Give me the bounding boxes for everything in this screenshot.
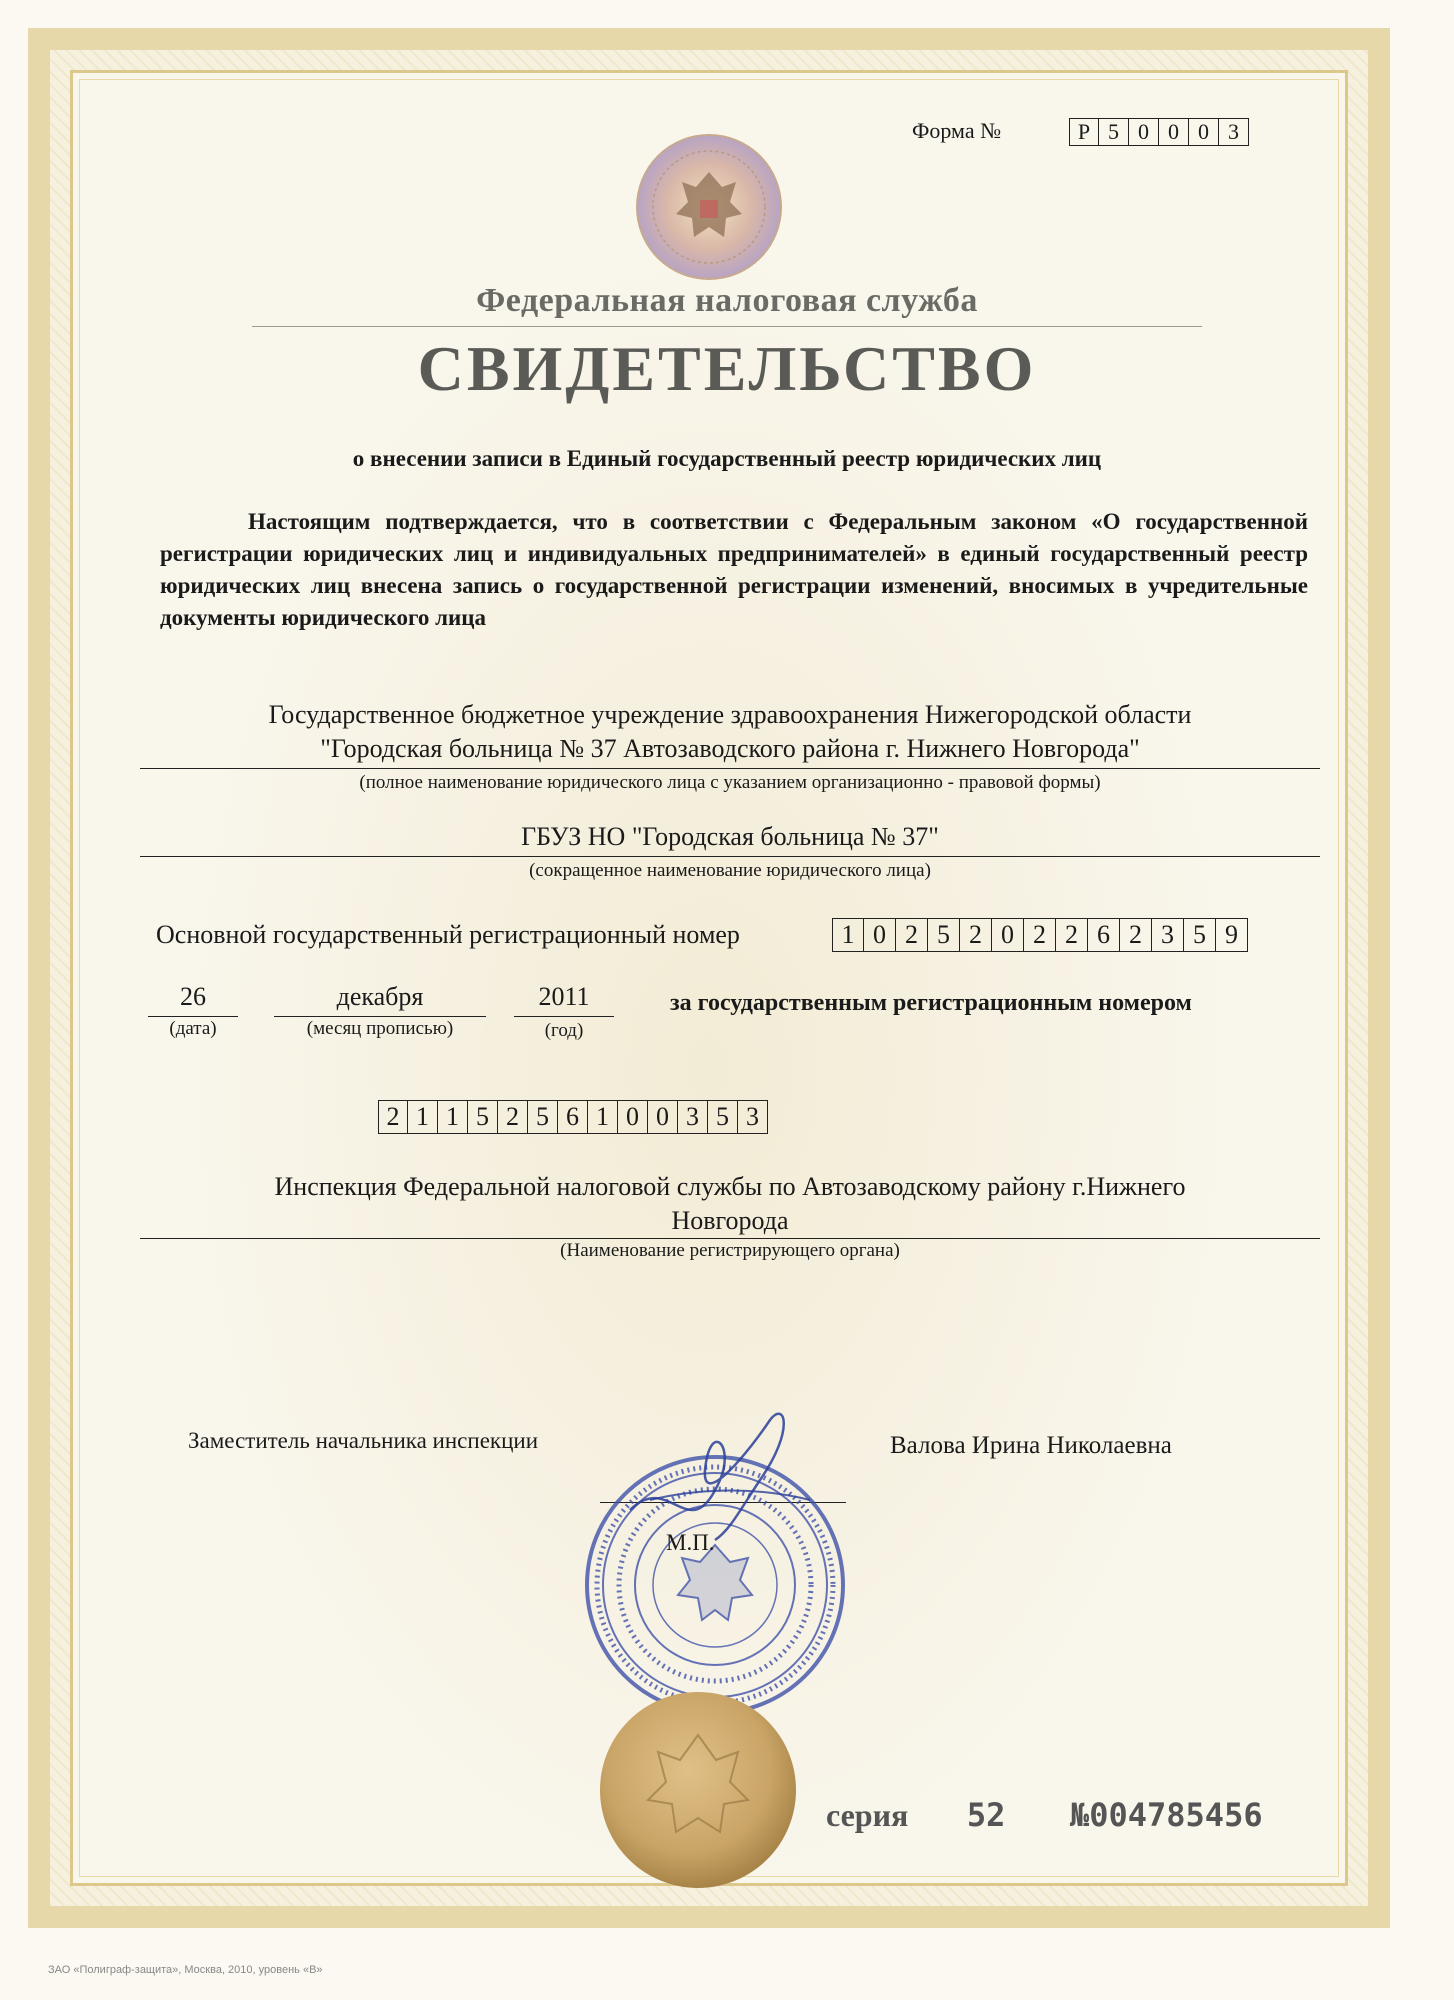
ogrn-label: Основной государственный регистрационный номер bbox=[156, 920, 740, 949]
grn-digit: 3 bbox=[738, 1100, 768, 1134]
grn-digit: 2 bbox=[378, 1100, 408, 1134]
service-underline bbox=[252, 326, 1202, 327]
form-digit: 3 bbox=[1219, 118, 1249, 146]
series-value: 52 bbox=[966, 1796, 1006, 1834]
form-code-cells bbox=[1069, 118, 1249, 146]
grn-digit: 0 bbox=[648, 1100, 678, 1134]
date-month: декабря bbox=[336, 982, 424, 1011]
date-year: 2011 bbox=[538, 982, 590, 1011]
authority-underline bbox=[140, 1238, 1320, 1239]
form-digit: Р bbox=[1069, 118, 1099, 146]
certification-statement bbox=[160, 506, 1308, 634]
grn-cells bbox=[378, 1100, 768, 1134]
ogrn-digit: 0 bbox=[864, 918, 896, 952]
authority-name-line-1: Инспекция Федеральной налоговой службы по Автозаводскому району г.Нижнего bbox=[274, 1172, 1186, 1201]
date-day-caption: (дата) bbox=[169, 1018, 217, 1039]
full-name-line-2: "Городская больница № 37 Автозаводского района г. Нижнего Новгорода" bbox=[320, 734, 1140, 763]
date-year-caption: (год) bbox=[544, 1020, 584, 1041]
grn-digit: 1 bbox=[438, 1100, 468, 1134]
certification-text: Настоящим подтверждается, что в соответствии с Федеральным законом «О государственной регистрации юридических лиц и индивидуальных предпринимателей» в единый государственный реестр юридических лиц внесена запись о государственной регистрации изменений, вносимых в учредительные документы юридического лица bbox=[160, 509, 1308, 630]
ogrn-digit: 2 bbox=[1056, 918, 1088, 952]
certificate-number: №004785456 bbox=[1069, 1796, 1263, 1834]
grn-digit: 6 bbox=[558, 1100, 588, 1134]
full-name-line-1: Государственное бюджетное учреждение здравоохранения Нижегородской области bbox=[268, 700, 1192, 729]
form-digit: 0 bbox=[1159, 118, 1189, 146]
hologram-emblem-icon bbox=[634, 132, 784, 282]
stamp-place-label: М.П. bbox=[666, 1530, 715, 1555]
short-name: ГБУЗ НО "Городская больница № 37" bbox=[521, 822, 939, 851]
authority-caption: (Наименование регистрирующего органа) bbox=[560, 1240, 900, 1261]
ogrn-digit: 2 bbox=[1024, 918, 1056, 952]
document-title: СВИДЕТЕЛЬСТВО bbox=[417, 333, 1037, 404]
grn-digit: 2 bbox=[498, 1100, 528, 1134]
grn-digit: 0 bbox=[618, 1100, 648, 1134]
series-number bbox=[826, 1796, 1263, 1834]
short-name-caption: (сокращенное наименование юридического лица) bbox=[529, 860, 931, 881]
short-name-underline bbox=[140, 856, 1320, 857]
date-day-underline bbox=[148, 1016, 238, 1017]
form-digit: 0 bbox=[1189, 118, 1219, 146]
grn-digit: 1 bbox=[588, 1100, 618, 1134]
form-digit: 0 bbox=[1129, 118, 1159, 146]
date-year-underline bbox=[514, 1016, 614, 1017]
ogrn-digit: 5 bbox=[1184, 918, 1216, 952]
ogrn-digit: 6 bbox=[1088, 918, 1120, 952]
form-number-label: Форма № bbox=[912, 118, 1002, 143]
service-name: Федеральная налоговая служба bbox=[476, 282, 978, 319]
date-day: 26 bbox=[180, 982, 206, 1011]
authority-name-line-2: Новгорода bbox=[671, 1206, 789, 1235]
full-name-underline bbox=[140, 768, 1320, 769]
ogrn-digit: 2 bbox=[1120, 918, 1152, 952]
signatory-position: Заместитель начальника инспекции bbox=[188, 1428, 538, 1453]
ogrn-digit: 2 bbox=[960, 918, 992, 952]
ogrn-digit: 9 bbox=[1216, 918, 1248, 952]
ogrn-cells bbox=[832, 918, 1248, 952]
grn-digit: 5 bbox=[708, 1100, 738, 1134]
ogrn-digit: 3 bbox=[1152, 918, 1184, 952]
gold-foil-seal-icon bbox=[598, 1690, 798, 1890]
ogrn-digit: 1 bbox=[832, 918, 864, 952]
grn-digit: 3 bbox=[678, 1100, 708, 1134]
date-month-caption: (месяц прописью) bbox=[306, 1018, 454, 1039]
grn-digit: 5 bbox=[528, 1100, 558, 1134]
grn-digit: 1 bbox=[408, 1100, 438, 1134]
ogrn-digit: 5 bbox=[928, 918, 960, 952]
grn-digit: 5 bbox=[468, 1100, 498, 1134]
reg-number-label: за государственным регистрационным номером bbox=[670, 990, 1192, 1016]
ogrn-digit: 2 bbox=[896, 918, 928, 952]
ogrn-digit: 0 bbox=[992, 918, 1024, 952]
full-name-caption: (полное наименование юридического лица с указанием организационно - правовой формы) bbox=[359, 772, 1101, 793]
signatory-name: Валова Ирина Николаевна bbox=[890, 1432, 1172, 1459]
handwritten-signature-icon bbox=[610, 1390, 830, 1560]
series-label: серия bbox=[826, 1797, 909, 1833]
date-month-underline bbox=[274, 1016, 486, 1017]
document-subtitle: о внесении записи в Единый государственный реестр юридических лиц bbox=[352, 446, 1102, 471]
form-digit: 5 bbox=[1099, 118, 1129, 146]
printer-imprint: ЗАО «Полиграф-защита», Москва, 2010, уровень «В» bbox=[48, 1964, 323, 1976]
